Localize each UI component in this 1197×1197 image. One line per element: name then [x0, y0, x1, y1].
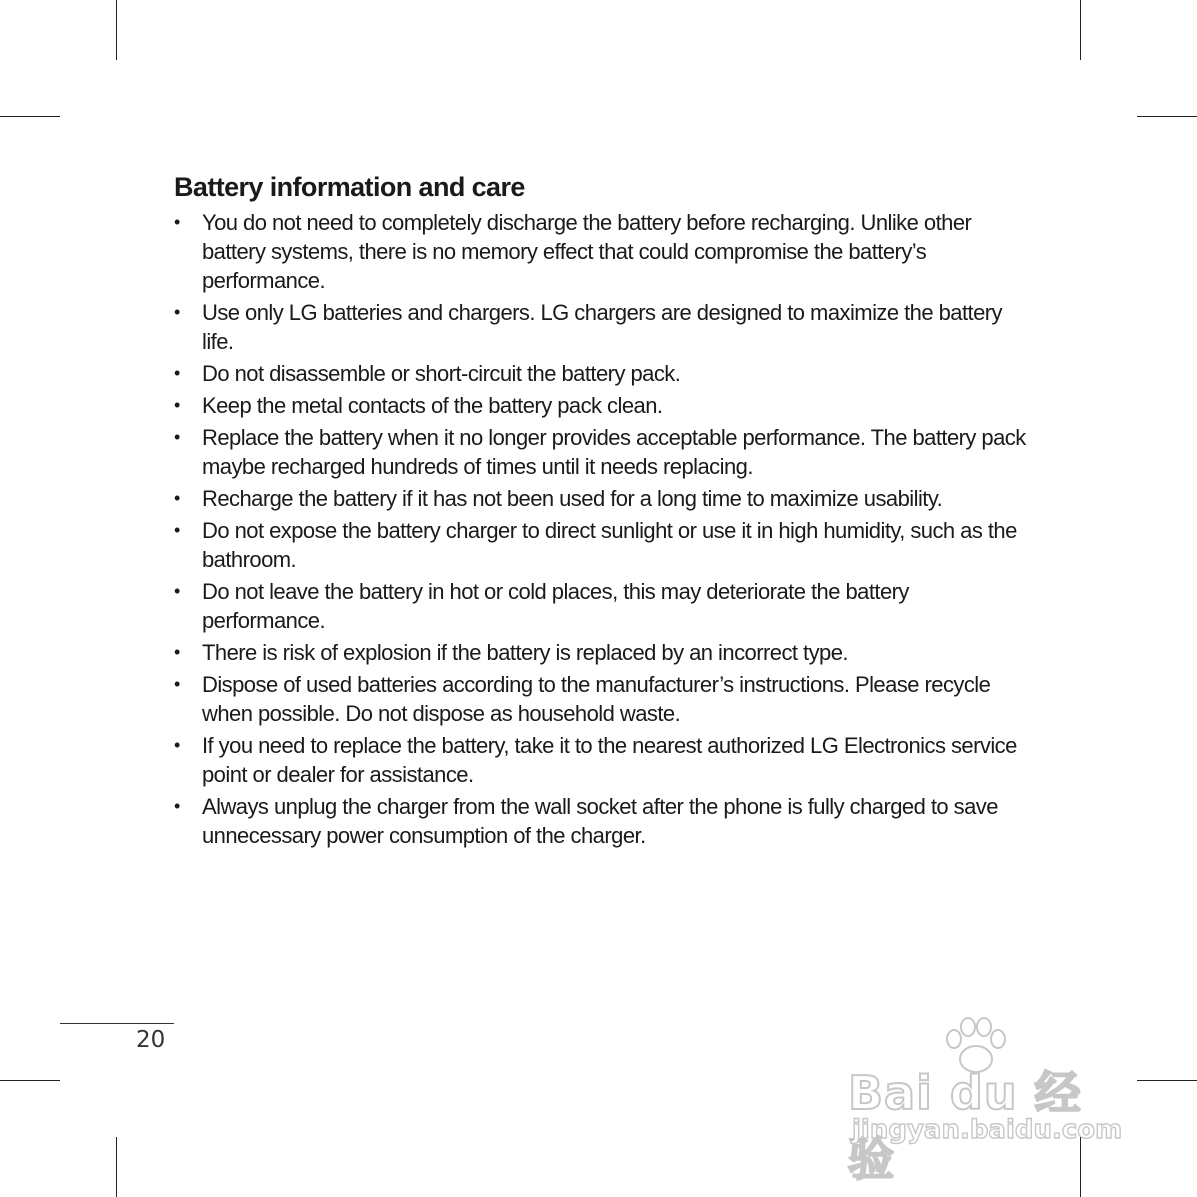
- bullet-dot: •: [174, 520, 180, 540]
- bullet-dot: •: [174, 674, 180, 694]
- list-item: [174, 577, 1034, 635]
- battery-care-section: [174, 170, 1034, 853]
- crop-mark-bottom-right-horizontal: [1137, 1080, 1197, 1081]
- list-item-text: Do not leave the battery in hot or cold places, this may deteriorate the battery performance.: [202, 579, 909, 633]
- crop-mark-top-left-vertical: [116, 0, 117, 60]
- crop-mark-bottom-left-horizontal: [0, 1080, 60, 1081]
- list-item-text: Recharge the battery if it has not been used for a long time to maximize usability.: [202, 486, 943, 511]
- list-item-text: You do not need to completely discharge the battery before recharging. Unlike other battery systems, there is no memory effect that could compromise the battery’s performance.: [202, 210, 972, 293]
- list-item-text: There is risk of explosion if the battery is replaced by an incorrect type.: [202, 640, 848, 665]
- list-item-text: Dispose of used batteries according to the manufacturer’s instructions. Please recycle when possible. Do not dispose as household waste.: [202, 672, 991, 726]
- list-item-text: Do not expose the battery charger to direct sunlight or use it in high humidity, such as the bathroom.: [202, 518, 1017, 572]
- bullet-dot: •: [174, 642, 180, 662]
- page-number: 20: [136, 1027, 166, 1053]
- list-item-text: Replace the battery when it no longer provides acceptable performance. The battery pack maybe recharged hundreds of times until it needs replacing.: [202, 425, 1026, 479]
- list-item-text: Always unplug the charger from the wall socket after the phone is fully charged to save unnecessary power consumption of the charger.: [202, 794, 998, 848]
- battery-care-list: [174, 208, 1034, 850]
- list-item: [174, 638, 1034, 667]
- crop-mark-bottom-left-vertical: [116, 1137, 117, 1197]
- bullet-dot: •: [174, 395, 180, 415]
- bullet-dot: •: [174, 302, 180, 322]
- bullet-dot: •: [174, 735, 180, 755]
- list-item: [174, 208, 1034, 295]
- list-item: [174, 391, 1034, 420]
- list-item: [174, 484, 1034, 513]
- list-item-text: Keep the metal contacts of the battery pack clean.: [202, 393, 663, 418]
- bullet-dot: •: [174, 796, 180, 816]
- list-item: [174, 731, 1034, 789]
- bullet-dot: •: [174, 427, 180, 447]
- bullet-dot: •: [174, 488, 180, 508]
- crop-mark-top-right-horizontal: [1137, 116, 1197, 117]
- watermark-url: jingyan.baidu.com: [852, 1115, 1123, 1145]
- watermark-brand: Bai du 经验: [848, 1066, 1082, 1186]
- list-item: [174, 792, 1034, 850]
- baidu-jingyan-watermark: [848, 1015, 1128, 1186]
- list-item-text: If you need to replace the battery, take it to the nearest authorized LG Electronics service point or dealer for assistance.: [202, 733, 1017, 787]
- crop-mark-top-left-horizontal: [0, 116, 60, 117]
- list-item: [174, 298, 1034, 356]
- list-item: [174, 423, 1034, 481]
- list-item: [174, 670, 1034, 728]
- bullet-dot: •: [174, 212, 180, 232]
- bullet-dot: •: [174, 363, 180, 383]
- page-number-rule: [60, 1023, 174, 1024]
- bullet-dot: •: [174, 581, 180, 601]
- list-item-text: Use only LG batteries and chargers. LG chargers are designed to maximize the battery life.: [202, 300, 1003, 354]
- list-item: [174, 359, 1034, 388]
- section-title: Battery information and care: [174, 172, 525, 202]
- list-item: [174, 516, 1034, 574]
- crop-mark-top-right-vertical: [1080, 0, 1081, 60]
- list-item-text: Do not disassemble or short-circuit the battery pack.: [202, 361, 681, 386]
